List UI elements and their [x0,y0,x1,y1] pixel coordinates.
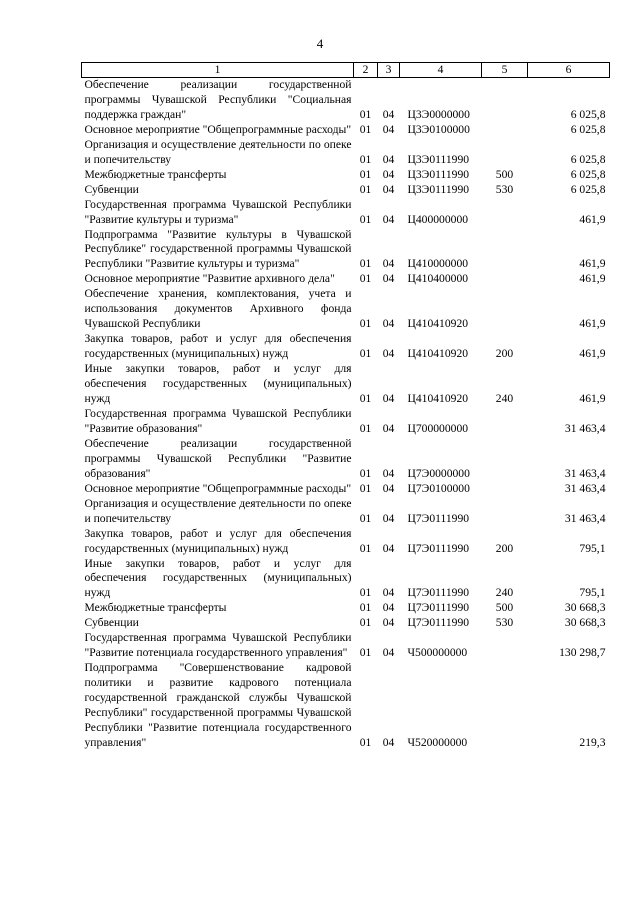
table-row [82,362,610,407]
row-target-article: Ц410410920 [407,347,469,361]
table-row [82,123,610,138]
row-section: 01 [359,735,372,749]
row-name: Иные закупки товаров, работ и услуг для обеспечения государственных (муниципальных) нужд [84,362,352,406]
table-row [82,631,610,661]
row-target-article: Ц7Э0111990 [407,601,470,615]
row-name: Организация и осуществление деятельности по опеке и попечительству [84,137,352,166]
row-expense-type [482,497,528,527]
row-subsection: 04 [382,182,395,196]
row-target-article: Ц7Э0111990 [407,541,470,555]
row-name: Иные закупки товаров, работ и услуг для обеспечения государственных (муниципальных) нужд [84,556,352,600]
row-name: Обеспечение реализации государственной программы Чувашской Республики "Социальная поддержка граждан" [84,78,352,121]
row-subsection: 04 [382,392,395,406]
row-expense-type: 240 [495,392,514,406]
row-amount: 461,9 [579,212,606,226]
row-section: 01 [359,586,372,600]
row-section: 01 [359,392,372,406]
column-header-subsection: 3 [378,63,400,78]
table-row [82,168,610,183]
row-amount: 461,9 [579,272,606,286]
row-amount: 6 025,8 [570,152,606,166]
row-section: 01 [359,466,372,480]
row-amount: 31 463,4 [564,421,606,435]
row-subsection: 04 [382,167,395,181]
row-expense-type [482,631,528,661]
row-name: Основное мероприятие "Общепрограммные расходы" [84,122,352,136]
table-row [82,437,610,482]
column-header-name: 1 [82,63,354,78]
row-expense-type [482,138,528,168]
row-subsection: 04 [382,212,395,226]
row-target-article: Ц400000000 [407,212,469,226]
column-header-amount: 6 [528,63,610,78]
row-expense-type: 240 [495,586,514,600]
row-section: 01 [359,122,372,136]
column-header-section: 2 [354,63,378,78]
row-amount: 461,9 [579,317,606,331]
row-name: Организация и осуществление деятельности по опеке и попечительству [84,496,352,525]
row-target-article: Ц7Э0111990 [407,586,470,600]
row-subsection: 04 [382,107,395,121]
row-target-article: Ц7Э0000000 [407,466,470,480]
row-section: 01 [359,257,372,271]
row-expense-type: 500 [495,167,514,181]
row-section: 01 [359,152,372,166]
row-section: 01 [359,646,372,660]
row-target-article: Ц3Э0100000 [407,122,470,136]
table-row [82,272,610,287]
row-subsection: 04 [382,421,395,435]
row-name: Подпрограмма "Совершенствование кадровой политики и развитие кадрового потенциала государственной гражданской службы Чувашской Республики" государственной программы Чувашской Республики "Развитие потенциала государственного управления" [84,661,352,749]
row-amount: 130 298,7 [559,646,606,660]
row-target-article: Ц3Э0000000 [407,107,470,121]
row-amount: 30 668,3 [564,601,606,615]
row-section: 01 [359,347,372,361]
table-row [82,616,610,631]
row-amount: 461,9 [579,392,606,406]
row-amount: 31 463,4 [564,466,606,480]
row-expense-type [482,437,528,482]
row-subsection: 04 [382,511,395,525]
table-row [82,557,610,602]
row-target-article: Ц410410920 [407,392,469,406]
row-expense-type [482,272,528,287]
row-target-article: Ц410400000 [407,272,469,286]
row-subsection: 04 [382,317,395,331]
column-header-target-article: 4 [400,63,482,78]
row-expense-type [482,287,528,332]
row-name: Субвенции [84,182,139,196]
row-name: Основное мероприятие "Общепрограммные расходы" [84,481,352,495]
row-target-article: Ц410000000 [407,257,469,271]
row-subsection: 04 [382,152,395,166]
row-expense-type [482,482,528,497]
row-amount: 6 025,8 [570,182,606,196]
row-subsection: 04 [382,466,395,480]
table-body [82,78,610,751]
row-subsection: 04 [382,541,395,555]
row-expense-type [482,78,528,123]
row-expense-type [482,198,528,228]
row-amount: 219,3 [579,735,606,749]
row-expense-type [482,123,528,138]
table-row [82,527,610,557]
row-section: 01 [359,182,372,196]
row-amount: 461,9 [579,347,606,361]
row-name: Субвенции [84,616,139,630]
row-name: Подпрограмма "Развитие культуры в Чувашской Республике" государственной программы Чувашской Республики "Развитие культуры и туризма" [84,227,352,271]
row-section: 01 [359,107,372,121]
row-name: Обеспечение реализации государственной программы Чувашской Республики "Развитие образования" [84,436,352,480]
row-subsection: 04 [382,347,395,361]
row-target-article: Ц7Э0111990 [407,616,470,630]
row-subsection: 04 [382,122,395,136]
row-target-article: Ч520000000 [407,735,468,749]
row-amount: 461,9 [579,257,606,271]
row-section: 01 [359,601,372,615]
row-target-article: Ц7Э0111990 [407,511,470,525]
row-amount: 795,1 [579,541,606,555]
row-subsection: 04 [382,586,395,600]
table-row [82,601,610,616]
row-section: 01 [359,541,372,555]
row-section: 01 [359,317,372,331]
row-amount: 6 025,8 [570,167,606,181]
table-header [82,63,610,78]
row-expense-type: 530 [495,616,514,630]
row-subsection: 04 [382,646,395,660]
row-name: Государственная программа Чувашской Республики "Развитие потенциала государственного управления" [84,631,352,660]
table-row [82,497,610,527]
row-name: Государственная программа Чувашской Республики "Развитие культуры и туризма" [84,197,352,226]
row-expense-type: 500 [495,601,514,615]
row-target-article: Ц7Э0100000 [407,481,470,495]
row-target-article: Ц410410920 [407,317,469,331]
row-section: 01 [359,511,372,525]
row-section: 01 [359,421,372,435]
table-row [82,78,610,123]
table-row [82,138,610,168]
row-name: Государственная программа Чувашской Республики "Развитие образования" [84,406,352,435]
row-subsection: 04 [382,601,395,615]
budget-table [81,62,610,751]
row-section: 01 [359,212,372,226]
row-amount: 31 463,4 [564,511,606,525]
row-name: Межбюджетные трансферты [84,167,227,181]
table-row [82,407,610,437]
row-name: Межбюджетные трансферты [84,601,227,615]
row-expense-type [482,407,528,437]
table-row [82,661,610,751]
row-amount: 6 025,8 [570,122,606,136]
row-subsection: 04 [382,735,395,749]
row-target-article: Ц3Э0111990 [407,152,470,166]
row-section: 01 [359,481,372,495]
row-subsection: 04 [382,272,395,286]
row-amount: 795,1 [579,586,606,600]
table-row [82,183,610,198]
table-row [82,287,610,332]
row-name: Закупка товаров, работ и услуг для обеспечения государственных (муниципальных) нужд [84,332,352,361]
row-expense-type: 200 [495,347,514,361]
row-target-article: Ц3Э0111990 [407,167,470,181]
row-subsection: 04 [382,257,395,271]
row-section: 01 [359,616,372,630]
row-target-article: Ц700000000 [407,421,469,435]
row-amount: 6 025,8 [570,107,606,121]
table-row [82,228,610,273]
row-name: Обеспечение хранения, комплектования, учета и использования документов Архивного фонда Чувашской Республики [84,287,352,331]
table-row [82,198,610,228]
row-target-article: Ч500000000 [407,646,468,660]
row-section: 01 [359,167,372,181]
column-header-expense-type: 5 [482,63,528,78]
row-subsection: 04 [382,616,395,630]
row-expense-type [482,661,528,751]
table-row [82,332,610,362]
row-target-article: Ц3Э0111990 [407,182,470,196]
row-expense-type [482,228,528,273]
row-amount: 30 668,3 [564,616,606,630]
row-name: Основное мероприятие "Развитие архивного дела" [84,272,335,286]
row-expense-type: 530 [495,182,514,196]
row-amount: 31 463,4 [564,481,606,495]
row-name: Закупка товаров, работ и услуг для обеспечения государственных (муниципальных) нужд [84,526,352,555]
page-number: 4 [316,36,324,51]
row-subsection: 04 [382,481,395,495]
table-row [82,482,610,497]
row-section: 01 [359,272,372,286]
row-expense-type: 200 [495,541,514,555]
